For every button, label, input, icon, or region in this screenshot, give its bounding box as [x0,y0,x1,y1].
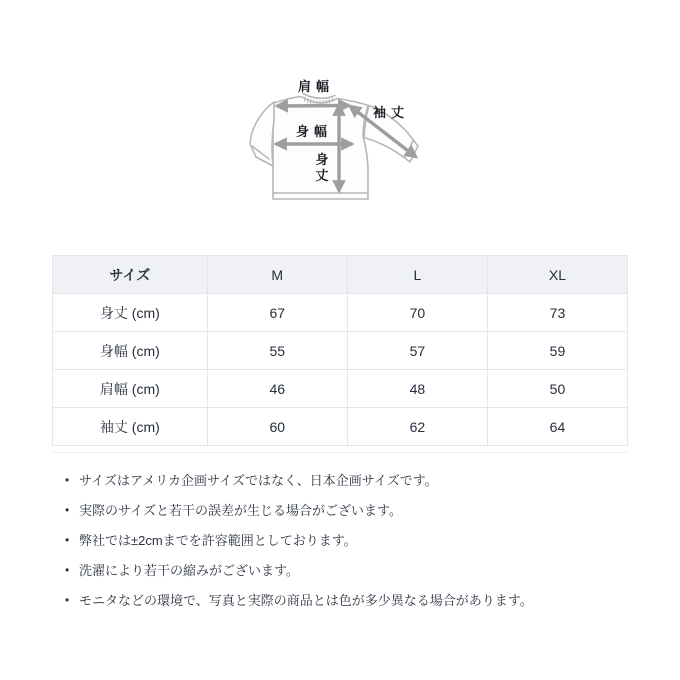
cell-value: 73 [487,294,627,332]
table-header-row [53,256,628,294]
row-label: 身幅 (cm) [53,332,208,370]
note-text: 洗濯により若干の縮みがございます。 [79,563,299,578]
note-text: サイズはアメリカ企画サイズではなく、日本企画サイズです。 [79,473,438,488]
collar-band [303,94,335,99]
cell-value: 59 [487,332,627,370]
bullet-dot: • [65,473,70,487]
row-label: 肩幅 (cm) [53,370,208,408]
cell-value: 62 [347,408,487,446]
col-header-xl: XL [487,256,627,294]
bullet-dot: • [65,563,70,577]
table-row-body-width [53,332,628,370]
note-text: モニタなどの環境で、写真と実際の商品とは色が多少異なる場合があります。 [79,593,533,608]
cell-value: 64 [487,408,627,446]
notes-list [52,473,533,623]
col-header-l: L [347,256,487,294]
long-sleeve-shirt-illustration [230,60,470,240]
bullet-dot: • [65,593,70,607]
body-length-label-top: 身 [315,152,329,167]
col-header-m: M [207,256,347,294]
col-header-size: サイズ [53,256,208,294]
cell-value: 67 [207,294,347,332]
bullet-dot: • [65,533,70,547]
cell-value: 48 [347,370,487,408]
body-length-label-bottom: 丈 [315,168,329,183]
row-label: 身丈 (cm) [53,294,208,332]
table-row-sleeve-length [53,408,628,446]
body-width-label: 身幅 [295,124,333,139]
note-item [52,503,533,518]
size-chart-table [52,255,628,446]
shirt-body [273,97,368,200]
row-label: 袖丈 (cm) [53,408,208,446]
note-item [52,563,533,578]
note-item [52,473,533,488]
table-row-shoulder-width [53,370,628,408]
cell-value: 70 [347,294,487,332]
shoulder-width-label: 肩幅 [297,79,335,94]
cell-value: 46 [207,370,347,408]
note-item [52,533,533,548]
table-bottom-shadow [52,452,628,453]
note-item [52,593,533,608]
bullet-dot: • [65,503,70,517]
shirt-measurement-diagram [230,60,470,240]
cell-value: 60 [207,408,347,446]
note-text: 実際のサイズと若干の誤差が生じる場合がございます。 [79,503,402,518]
shirt-left-sleeve [250,102,274,166]
sleeve-length-label: 袖丈 [372,105,410,120]
cell-value: 55 [207,332,347,370]
table-row-body-length [53,294,628,332]
note-text: 弊社では±2cmまでを許容範囲としております。 [79,533,357,548]
cell-value: 57 [347,332,487,370]
cell-value: 50 [487,370,627,408]
